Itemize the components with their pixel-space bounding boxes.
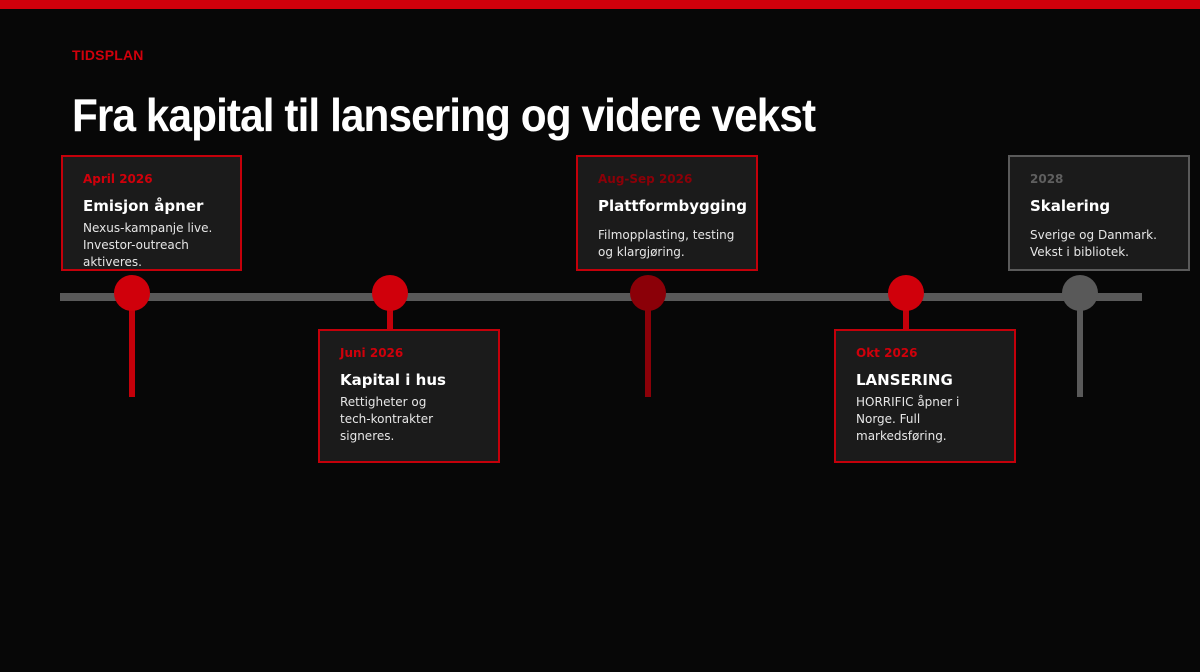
milestone-description: Nexus-kampanje live. Investor-outreach aktiveres.	[83, 221, 213, 269]
milestone-4-marker	[888, 275, 924, 311]
milestone-2-marker	[372, 275, 408, 311]
milestone-card-4	[834, 329, 1016, 463]
milestone-card-5	[1008, 155, 1190, 271]
top-accent-bar	[0, 0, 1200, 9]
milestone-title: Kapital i hus	[340, 371, 446, 389]
milestone-1-stem	[129, 300, 135, 397]
milestone-description: Rettigheter og tech-kontrakter signeres.	[340, 395, 434, 443]
milestone-date: 2028	[1030, 172, 1064, 186]
milestone-date: Okt 2026	[856, 346, 918, 360]
milestone-5-stem	[1077, 300, 1083, 397]
milestone-title: Emisjon åpner	[83, 197, 204, 215]
milestone-date: Aug-Sep 2026	[598, 172, 693, 186]
milestone-card-1	[61, 155, 242, 271]
milestone-5-marker	[1062, 275, 1098, 311]
milestone-title: LANSERING	[856, 371, 953, 389]
milestone-3-stem	[645, 300, 651, 397]
section-label: TIDSPLAN	[72, 47, 144, 63]
milestone-card-3	[576, 155, 758, 271]
milestone-3-marker	[630, 275, 666, 311]
page-title: Fra kapital til lansering og videre vekst	[72, 89, 816, 141]
milestone-description: Sverige og Danmark. Vekst i bibliotek.	[1030, 228, 1157, 259]
milestone-title: Skalering	[1030, 197, 1111, 215]
milestone-title: Plattformbygging	[598, 197, 748, 215]
timeline-axis	[60, 293, 1142, 301]
milestone-1-marker	[114, 275, 150, 311]
milestone-card-2	[318, 329, 500, 463]
milestone-description: HORRIFIC åpner i Norge. Full markedsføring.	[856, 395, 960, 443]
milestone-date: April 2026	[83, 172, 153, 186]
milestone-description: Filmopplasting, testing og klargjøring.	[598, 228, 735, 259]
milestone-date: Juni 2026	[340, 346, 404, 360]
